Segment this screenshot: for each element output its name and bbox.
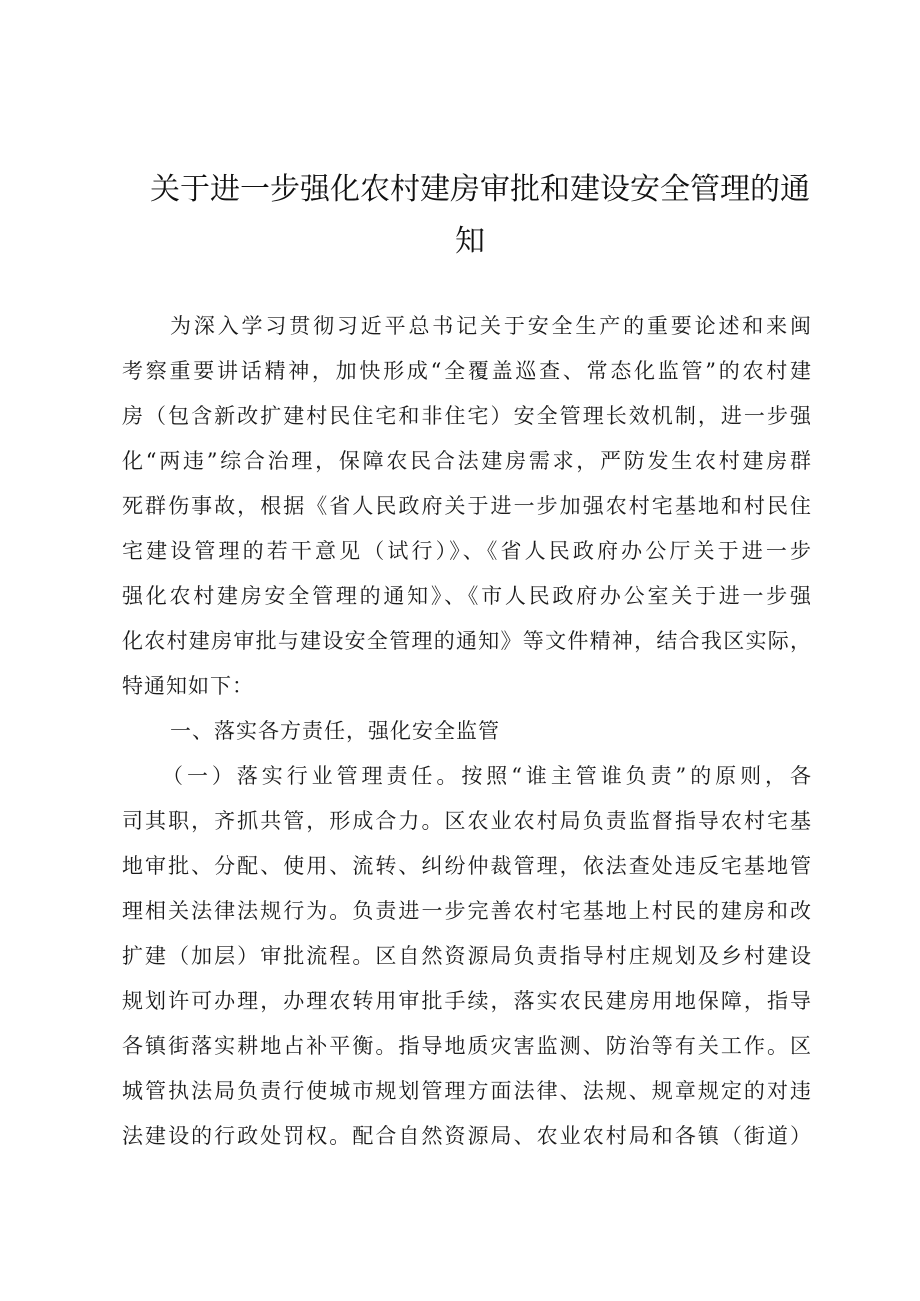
paragraph-line: 城管执法局负责行使城市规划管理方面法律、法规、规章规定的对违 <box>122 1079 812 1103</box>
paragraph-line: 地审批、分配、使用、流转、纠纷仲裁管理，依法查处违反宅基地管 <box>122 854 812 878</box>
paragraph-line: 考察重要讲话精神，加快形成“全覆盖巡查、常态化监管”的农村建 <box>122 359 812 383</box>
paragraph-line: 理相关法律法规行为。负责进一步完善农村宅基地上村民的建房和改 <box>122 899 812 923</box>
document-title-line-2: 知 <box>455 224 485 259</box>
paragraph-line: 强化农村建房安全管理的通知》、《市人民政府办公室关于进一步强 <box>122 584 812 608</box>
paragraph-line: 规划许可办理，办理农转用审批手续，落实农民建房用地保障，指导 <box>122 989 812 1013</box>
paragraph-line: 化农村建房审批与建设安全管理的通知》等文件精神，结合我区实际， <box>122 629 812 653</box>
paragraph-line: 为深入学习贯彻习近平总书记关于安全生产的重要论述和来闽 <box>170 314 812 338</box>
paragraph-line: 房（包含新改扩建村民住宅和非住宅）安全管理长效机制，进一步强 <box>122 404 812 428</box>
paragraph-line: 司其职，齐抓共管，形成合力。区农业农村局负责监督指导农村宅基 <box>122 809 812 833</box>
paragraph-line: 特通知如下： <box>122 674 254 698</box>
paragraph-line: 化“两违”综合治理，保障农民合法建房需求，严防发生农村建房群 <box>122 449 812 473</box>
paragraph-line: 法建设的行政处罚权。配合自然资源局、农业农村局和各镇（街道） <box>122 1124 812 1148</box>
section-heading: 一、落实各方责任，强化安全监管 <box>170 719 500 743</box>
document-title-line-1: 关于进一步强化农村建房审批和建设安全管理的通 <box>150 172 810 207</box>
paragraph-line: 死群伤事故，根据《省人民政府关于进一步加强农村宅基地和村民住 <box>122 494 812 518</box>
paragraph-line: 扩建（加层）审批流程。区自然资源局负责指导村庄规划及乡村建设 <box>122 944 812 968</box>
paragraph-line: 宅建设管理的若干意见（试行）》、《省人民政府办公厅关于进一步 <box>122 539 812 563</box>
paragraph-line: （一）落实行业管理责任。按照“谁主管谁负责”的原则，各 <box>162 764 812 788</box>
paragraph-line: 各镇街落实耕地占补平衡。指导地质灾害监测、防治等有关工作。区 <box>122 1034 812 1058</box>
